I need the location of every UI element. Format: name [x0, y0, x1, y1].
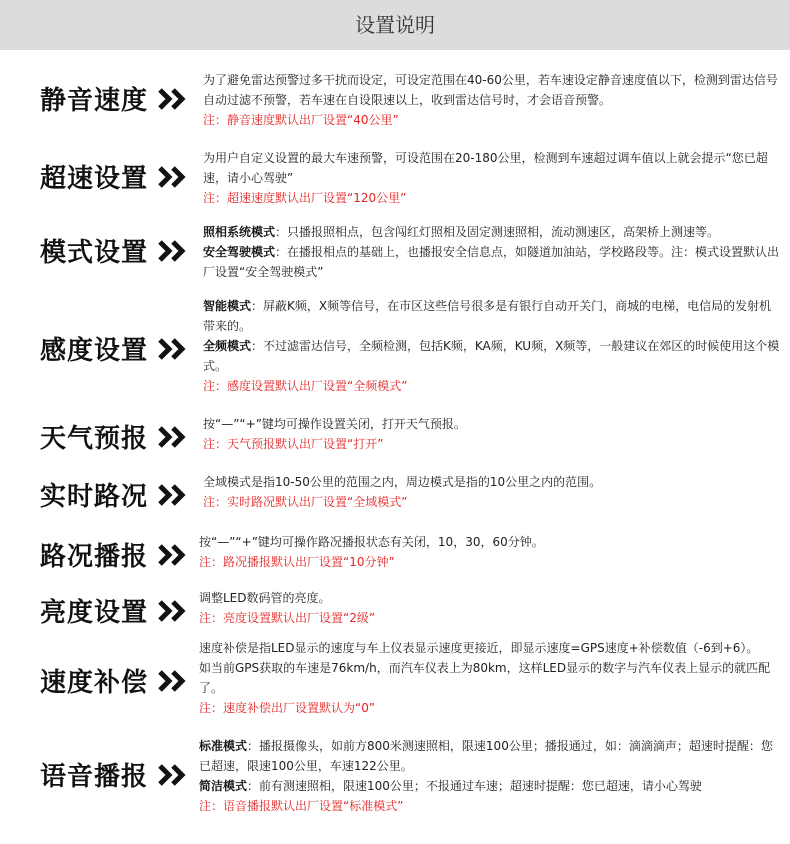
- double-chevron-icon: [158, 338, 188, 360]
- double-chevron-icon: [158, 88, 188, 110]
- section-traffic-broadcast: [0, 528, 790, 584]
- mode-item: [203, 336, 781, 376]
- mode-name: 标准模式: [199, 739, 248, 753]
- mode-name: 全频模式: [203, 339, 252, 353]
- description-text: 如当前GPS获取的车速是76km/h，而汽车仪表上为80km，这样LED显示的数字与汽车仪表上显示的就匹配了。: [199, 661, 771, 695]
- section-label: 实时路况: [40, 482, 149, 512]
- section-mute-speed: [0, 62, 790, 138]
- description-text: 速度补偿是指LED显示的速度与车上仪表显示速度更接近，即显示速度=GPS速度+补偿数值（-6到+6）。: [199, 641, 759, 655]
- mode-name: 智能模式: [203, 299, 252, 313]
- mode-desc: ：屏蔽K频，X频等信号，在市区这些信号很多是有银行自动开关门，商城的电梯，电信局的发射机带来的。: [203, 299, 772, 333]
- section-label: 速度补偿: [40, 668, 149, 698]
- section-voice-broadcast: [0, 732, 790, 832]
- mode-item: [203, 296, 781, 336]
- section-mode: [0, 214, 790, 292]
- mode-item: [203, 222, 781, 242]
- default-note: 注：语音播报默认出厂设置“标准模式”: [199, 799, 404, 813]
- double-chevron-icon: [158, 600, 188, 622]
- section-label: 天气预报: [40, 424, 149, 454]
- section-label: 静音速度: [40, 86, 149, 116]
- section-label: 超速设置: [40, 164, 149, 194]
- double-chevron-icon: [158, 544, 188, 566]
- section-label: 路况播报: [40, 542, 149, 572]
- section-content: [203, 70, 781, 130]
- description-text: 按“—”“+”键均可操作路况播报状态有关闭，10，30，60分钟。: [199, 535, 544, 549]
- double-chevron-icon: [158, 764, 188, 786]
- mode-item: [199, 736, 781, 776]
- section-content: [203, 222, 781, 282]
- section-speed-compensation: [0, 636, 790, 726]
- default-note: 注：天气预报默认出厂设置“打开”: [203, 437, 384, 451]
- mode-name: 照相系统模式: [203, 225, 276, 239]
- mode-item: [203, 242, 781, 282]
- description-text: 为了避免雷达预警过多干扰而设定，可设定范围在40-60公里，若车速设定静音速度值以下，检测到雷达信号自动过滤不预警，若车速在自设限速以上，收到雷达信号时，才会语音预警。: [203, 73, 778, 107]
- section-content: [203, 148, 781, 208]
- page-header: [0, 0, 790, 50]
- section-content: [203, 414, 781, 454]
- description-text: 为用户自定义设置的最大车速预警，可设范围在20-180公里，检测到车速超过调车值以上就会提示“您已超速，请小心驾驶”: [203, 151, 768, 185]
- default-note: 注：速度补偿出厂设置默认为“0”: [199, 701, 376, 715]
- default-note: 注：亮度设置默认出厂设置“2级”: [199, 611, 376, 625]
- double-chevron-icon: [158, 484, 188, 506]
- double-chevron-icon: [158, 240, 188, 262]
- default-note: 注：超速速度默认出厂设置“120公里”: [203, 191, 407, 205]
- section-content: [199, 638, 781, 718]
- description-text: 全域模式是指10-50公里的范围之内，周边模式是指的10公里之内的范围。: [203, 475, 602, 489]
- mode-name: 安全驾驶模式: [203, 245, 276, 259]
- mode-desc: ：不过滤雷达信号，全频检测，包括K频，KA频，KU频，X频等，一般建议在郊区的时候使用这个模式。: [203, 339, 780, 373]
- section-content: [203, 296, 781, 396]
- section-brightness: [0, 584, 790, 636]
- section-label: 感度设置: [40, 336, 149, 366]
- section-traffic: [0, 466, 790, 522]
- mode-desc: ：只播报照相点，包含闯红灯照相及固定测速照相，流动测速区，高架桥上测速等。: [275, 225, 720, 239]
- mode-desc: ：播报摄像头，如前方800米测速照相，限速100公里；播报通过，如：滴滴滴声；超速时提醒：您已超速，限速100公里，车速122公里。: [199, 739, 773, 773]
- mode-name: 简洁模式: [199, 779, 248, 793]
- default-note: 注：实时路况默认出厂设置“全域模式”: [203, 495, 408, 509]
- mode-desc: ：前有测速照相，限速100公里；不报通过车速；超速时提醒：您已超速，请小心驾驶: [247, 779, 702, 793]
- default-note: 注：路况播报默认出厂设置“10分钟”: [199, 555, 395, 569]
- section-sensitivity: [0, 292, 790, 404]
- mode-desc: ：在播报相点的基础上，也播报安全信息点，如隧道加油站，学校路段等。注：模式设置默认出厂设置“安全驾驶模式”: [203, 245, 780, 279]
- double-chevron-icon: [158, 670, 188, 692]
- section-overspeed: [0, 138, 790, 214]
- description-text: 调整LED数码管的亮度。: [199, 591, 331, 605]
- page-title: 设置说明: [355, 13, 435, 37]
- default-note: 注：静音速度默认出厂设置“40公里”: [203, 113, 399, 127]
- double-chevron-icon: [158, 426, 188, 448]
- default-note: 注：感度设置默认出厂设置“全频模式”: [203, 379, 408, 393]
- section-content: [199, 532, 777, 572]
- section-label: 语音播报: [40, 762, 149, 792]
- double-chevron-icon: [158, 166, 188, 188]
- mode-item: [199, 776, 781, 796]
- section-content: [199, 588, 777, 628]
- section-weather: [0, 406, 790, 462]
- description-text: 按“—”“+”键均可操作设置关闭，打开天气预报。: [203, 417, 466, 431]
- section-content: [203, 472, 781, 512]
- section-label: 亮度设置: [40, 598, 149, 628]
- section-label: 模式设置: [40, 238, 149, 268]
- section-content: [199, 736, 781, 816]
